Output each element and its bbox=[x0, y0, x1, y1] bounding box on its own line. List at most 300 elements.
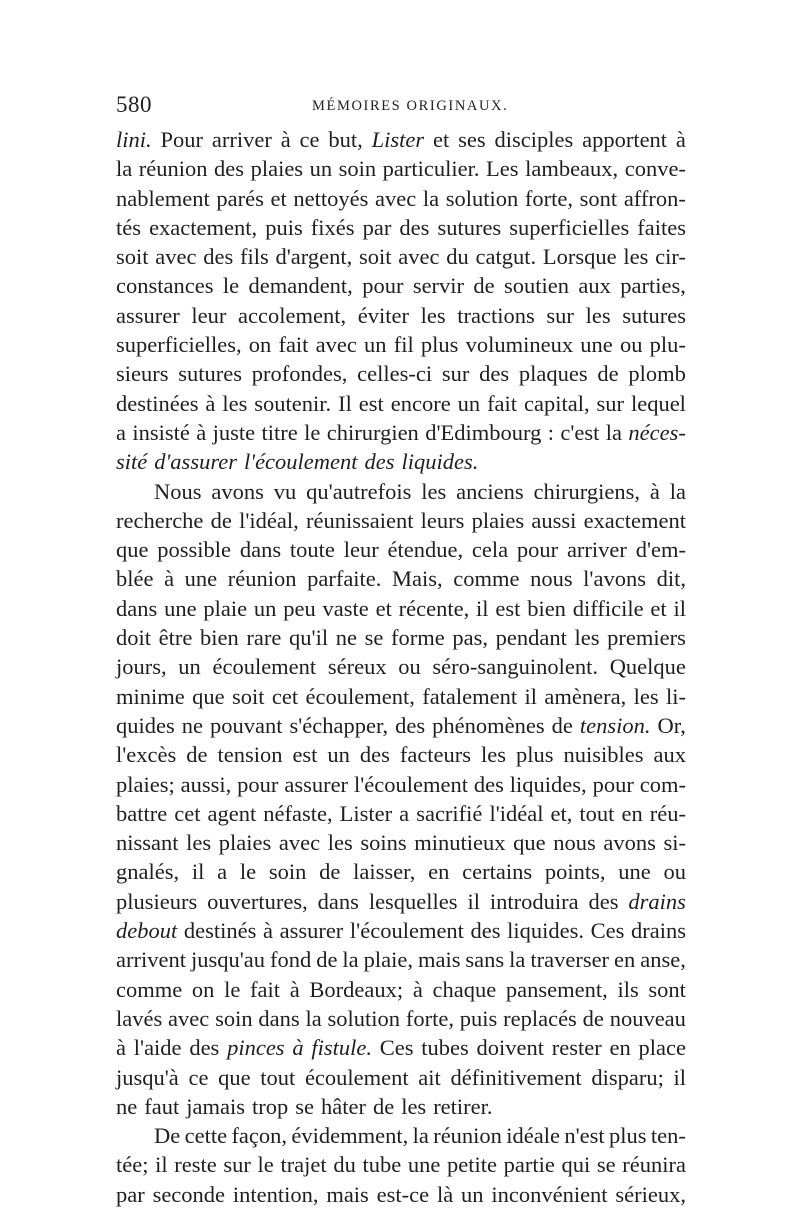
word: à bbox=[292, 1035, 304, 1061]
running-head bbox=[116, 92, 686, 122]
word: debout bbox=[116, 918, 178, 944]
word: tubes bbox=[421, 1035, 469, 1061]
word: écoulement bbox=[212, 654, 317, 680]
word: par bbox=[116, 1181, 145, 1207]
word: se bbox=[364, 625, 384, 651]
text-line bbox=[116, 242, 686, 271]
word: anse, bbox=[640, 947, 686, 973]
word: des bbox=[395, 712, 426, 738]
word: la bbox=[509, 947, 526, 973]
word: laisser, bbox=[353, 859, 416, 885]
word: Quelque bbox=[609, 654, 686, 680]
word: sutures bbox=[622, 302, 686, 328]
word: réunion bbox=[433, 1123, 502, 1149]
word: pinces bbox=[227, 1035, 285, 1061]
word: soit bbox=[359, 244, 392, 270]
word: cir- bbox=[655, 244, 686, 270]
word: aussi bbox=[531, 507, 577, 533]
word: les bbox=[186, 830, 212, 856]
word: l'écoulement bbox=[244, 449, 358, 475]
word: récente, bbox=[398, 595, 470, 621]
word: réunissaient bbox=[305, 507, 414, 533]
text-line bbox=[116, 682, 686, 711]
word: chirurgiens, bbox=[533, 478, 640, 504]
word: conve- bbox=[624, 156, 686, 182]
word: Bordeaux; bbox=[309, 976, 404, 1002]
text-line bbox=[116, 418, 686, 447]
word: avec bbox=[278, 830, 321, 856]
word: de bbox=[551, 712, 573, 738]
word: sont bbox=[579, 185, 618, 211]
word: anciens bbox=[456, 478, 524, 504]
text-line bbox=[116, 213, 686, 242]
word: plaies bbox=[250, 156, 304, 182]
word: Pour bbox=[160, 127, 204, 152]
word: celles-ci bbox=[357, 361, 433, 387]
word: cet bbox=[271, 683, 299, 709]
word: trop bbox=[251, 1093, 289, 1119]
word: nouveau bbox=[609, 1005, 686, 1031]
text-line bbox=[116, 1121, 686, 1150]
word: recherche bbox=[116, 507, 204, 533]
word: plus bbox=[609, 1123, 647, 1149]
word: des bbox=[473, 771, 504, 797]
word: ou bbox=[619, 332, 643, 358]
word: c'est bbox=[560, 419, 600, 445]
word: lesquelles bbox=[368, 888, 458, 914]
word: de bbox=[372, 1093, 395, 1119]
word: jamais bbox=[186, 1093, 245, 1119]
word: soins bbox=[360, 830, 407, 856]
word: que bbox=[218, 1064, 251, 1090]
word: tube bbox=[362, 1152, 402, 1178]
word: lequel bbox=[630, 390, 686, 416]
word: tractions bbox=[457, 302, 535, 328]
word: partie bbox=[503, 1152, 555, 1178]
word: façon, bbox=[231, 1123, 288, 1149]
word: liquides. bbox=[507, 918, 585, 944]
word: facteurs bbox=[399, 742, 472, 768]
word: toute bbox=[289, 537, 335, 563]
word: forme bbox=[391, 625, 445, 651]
word: plaques bbox=[518, 361, 588, 387]
text-line bbox=[116, 1150, 686, 1179]
word: encore bbox=[390, 390, 451, 416]
word: rare bbox=[246, 625, 282, 651]
word: tension. bbox=[579, 712, 651, 738]
word: écoulement, bbox=[305, 683, 415, 709]
word: ne bbox=[181, 712, 203, 738]
word: ne bbox=[335, 625, 357, 651]
word: plaie, bbox=[363, 947, 413, 973]
word: réunion bbox=[227, 566, 297, 592]
text-line bbox=[116, 828, 686, 857]
word: trajet bbox=[280, 1152, 327, 1178]
word: ou bbox=[398, 654, 421, 680]
word: servir bbox=[412, 273, 465, 299]
word: il bbox=[476, 595, 489, 621]
word: pour bbox=[362, 273, 404, 299]
word: qu'il bbox=[289, 625, 329, 651]
word: nous bbox=[530, 566, 573, 592]
word: exactement, bbox=[149, 214, 258, 240]
word: parés bbox=[216, 185, 264, 211]
word: éviter bbox=[357, 302, 409, 328]
word: les bbox=[222, 390, 248, 416]
word: soin bbox=[215, 1005, 253, 1031]
word: un bbox=[327, 742, 350, 768]
text-line bbox=[116, 154, 686, 183]
word: arriver bbox=[566, 537, 627, 563]
word: plaies bbox=[218, 830, 272, 856]
word: destinés bbox=[183, 918, 257, 944]
word: tout bbox=[260, 1064, 296, 1090]
word: les bbox=[327, 830, 353, 856]
word: en bbox=[621, 800, 643, 826]
word: Lister bbox=[339, 800, 393, 826]
word: liquides, bbox=[509, 771, 587, 797]
word: d'argent, bbox=[275, 244, 353, 270]
word: dit, bbox=[656, 566, 686, 592]
word: des bbox=[359, 742, 390, 768]
word: plaies bbox=[471, 507, 525, 533]
word: demandent, bbox=[248, 273, 353, 299]
word: minutieux bbox=[414, 830, 506, 856]
word: doivent bbox=[476, 1035, 545, 1061]
word: introduira bbox=[489, 888, 579, 914]
word: du bbox=[333, 1152, 356, 1178]
word: tée; bbox=[116, 1152, 149, 1178]
word: l'avons bbox=[583, 566, 646, 592]
word: doit bbox=[116, 625, 152, 651]
word: séro-sanguinolent. bbox=[432, 654, 599, 680]
text-line bbox=[116, 506, 686, 535]
word: avec bbox=[398, 244, 440, 270]
word: sité bbox=[116, 449, 148, 475]
word: à bbox=[205, 390, 216, 416]
word: l'écoulement bbox=[353, 771, 468, 797]
word: et bbox=[433, 127, 450, 152]
word: superficielles, bbox=[116, 332, 242, 358]
word: un bbox=[309, 156, 333, 182]
word: étendue, bbox=[387, 537, 464, 563]
word: fils bbox=[239, 244, 269, 270]
word: la bbox=[342, 947, 359, 973]
word: n'est bbox=[564, 1123, 605, 1149]
text-line bbox=[116, 652, 686, 681]
word: une bbox=[580, 332, 613, 358]
word: dans bbox=[317, 888, 359, 914]
word: que bbox=[192, 683, 225, 709]
word: tout bbox=[579, 800, 615, 826]
word: mais bbox=[417, 947, 461, 973]
word: et bbox=[270, 185, 287, 211]
word: il bbox=[673, 595, 686, 621]
word: sérieux, bbox=[615, 1181, 686, 1207]
word: disciples bbox=[494, 127, 574, 152]
word: ten- bbox=[650, 1123, 686, 1149]
word: avec bbox=[168, 1005, 210, 1031]
word: par bbox=[362, 214, 392, 240]
word: forte, bbox=[405, 1005, 454, 1031]
word: sutures bbox=[437, 214, 502, 240]
word: soin bbox=[338, 156, 377, 182]
word: il bbox=[524, 683, 538, 709]
word: de bbox=[186, 742, 208, 768]
word: quides bbox=[116, 712, 175, 738]
word: solution bbox=[445, 185, 519, 211]
word: disparu; bbox=[591, 1064, 664, 1090]
text-line bbox=[116, 271, 686, 300]
word: et bbox=[375, 595, 392, 621]
word: forte, bbox=[524, 185, 574, 211]
word: parfaite. bbox=[307, 566, 382, 592]
word: leur bbox=[343, 537, 379, 563]
word: ce bbox=[299, 127, 320, 152]
word: avec bbox=[155, 244, 197, 270]
word: drains bbox=[631, 918, 686, 944]
word: plusieurs bbox=[116, 888, 198, 914]
word: un bbox=[461, 1181, 484, 1207]
word: à bbox=[649, 478, 660, 504]
word: fond bbox=[269, 947, 312, 973]
word: accolement, bbox=[238, 302, 347, 328]
word: le bbox=[257, 1152, 274, 1178]
word: : bbox=[547, 419, 554, 445]
word: bien bbox=[200, 625, 239, 651]
word: bien bbox=[527, 595, 566, 621]
word: se bbox=[295, 1093, 314, 1119]
word: le bbox=[222, 273, 240, 299]
word: de bbox=[210, 507, 232, 533]
word: à bbox=[412, 976, 423, 1002]
word: un bbox=[178, 654, 201, 680]
word: la bbox=[116, 156, 133, 182]
text-line bbox=[116, 1063, 686, 1092]
word: Il bbox=[338, 390, 352, 416]
word: écoulement bbox=[304, 1064, 409, 1090]
word: pour bbox=[516, 537, 559, 563]
word: Les bbox=[486, 156, 519, 182]
word: réunion bbox=[138, 156, 208, 182]
text-line bbox=[116, 330, 686, 359]
word: à bbox=[262, 918, 273, 944]
word: d'Edimbourg bbox=[425, 419, 542, 445]
word: à bbox=[164, 566, 175, 592]
word: à bbox=[280, 127, 291, 152]
word: phénomènes bbox=[432, 712, 545, 738]
word: ils bbox=[617, 976, 639, 1002]
word: nettoyés bbox=[293, 185, 369, 211]
word: définitivement bbox=[450, 1064, 582, 1090]
word: ait bbox=[418, 1064, 441, 1090]
word: solution bbox=[327, 1005, 401, 1031]
word: ses bbox=[458, 127, 486, 152]
word: tension bbox=[217, 742, 283, 768]
word: à bbox=[116, 1035, 126, 1061]
word: sieurs bbox=[116, 361, 169, 387]
word: capital, bbox=[523, 390, 590, 416]
text-line bbox=[116, 125, 686, 154]
word: la bbox=[422, 185, 440, 211]
word: la bbox=[605, 419, 623, 445]
word: vu bbox=[273, 478, 297, 504]
text-line bbox=[116, 857, 686, 886]
word: que bbox=[513, 830, 546, 856]
page-number: 580 bbox=[116, 92, 152, 117]
word: une bbox=[407, 1152, 441, 1178]
word: des bbox=[214, 156, 245, 182]
text-line bbox=[116, 184, 686, 213]
word: parties, bbox=[620, 273, 686, 299]
word: réunira bbox=[622, 1152, 686, 1178]
word: gnalés, bbox=[116, 859, 180, 885]
word: Ces bbox=[379, 1035, 414, 1061]
word: les bbox=[574, 625, 600, 651]
word: superficielles bbox=[509, 214, 630, 240]
word: insisté bbox=[132, 419, 190, 445]
word: un bbox=[364, 332, 387, 358]
word: fil bbox=[393, 332, 414, 358]
word: si- bbox=[663, 830, 686, 856]
word: fistule. bbox=[311, 1035, 372, 1061]
word: plus bbox=[420, 332, 459, 358]
text-line bbox=[116, 477, 686, 506]
word: a bbox=[116, 419, 126, 445]
word: soin bbox=[268, 859, 307, 885]
text-line bbox=[116, 1092, 686, 1121]
text-line bbox=[116, 945, 686, 974]
word: les bbox=[420, 302, 446, 328]
running-title: MÉMOIRES ORIGINAUX. bbox=[312, 98, 509, 114]
word: des bbox=[479, 361, 510, 387]
word: tés bbox=[116, 214, 141, 240]
word: la bbox=[305, 1005, 322, 1031]
word: apportent bbox=[582, 127, 668, 152]
text-line bbox=[116, 1033, 686, 1062]
word: sur bbox=[223, 1152, 251, 1178]
word: peu bbox=[283, 595, 316, 621]
word: Ces bbox=[590, 918, 625, 944]
word: des bbox=[470, 918, 501, 944]
word: Or, bbox=[657, 712, 686, 738]
word: pas, bbox=[452, 625, 488, 651]
word: certains bbox=[462, 859, 533, 885]
word: on bbox=[248, 332, 272, 358]
word: arrivent bbox=[116, 947, 186, 973]
text-line bbox=[116, 1004, 686, 1033]
text-line bbox=[116, 301, 686, 330]
word: et, bbox=[550, 800, 573, 826]
word: en bbox=[428, 859, 450, 885]
word: dans bbox=[258, 1005, 300, 1031]
word: des bbox=[203, 244, 234, 270]
word: arriver bbox=[211, 127, 272, 152]
word: l'idéal, bbox=[239, 507, 299, 533]
text-line bbox=[116, 359, 686, 388]
word: affron- bbox=[623, 185, 686, 211]
body-text bbox=[116, 125, 686, 1209]
word: chirurgien bbox=[326, 419, 419, 445]
word: com- bbox=[639, 771, 686, 797]
word: volumineux bbox=[465, 332, 574, 358]
word: jours, bbox=[116, 654, 167, 680]
word: lambeaux, bbox=[525, 156, 619, 182]
word: pour bbox=[237, 771, 279, 797]
text-line bbox=[116, 916, 686, 945]
word: d'assurer bbox=[154, 449, 237, 475]
word: est bbox=[358, 390, 384, 416]
word: nuisibles bbox=[563, 742, 644, 768]
word: retirer. bbox=[433, 1093, 493, 1119]
word: chaque bbox=[432, 976, 497, 1002]
word: juste bbox=[212, 419, 256, 445]
word: particulier. bbox=[382, 156, 480, 182]
word: les bbox=[481, 742, 507, 768]
word: il bbox=[191, 859, 205, 885]
word: leurs bbox=[420, 507, 465, 533]
word: place bbox=[638, 1035, 686, 1061]
word: fatalement bbox=[422, 683, 518, 709]
word: des bbox=[399, 214, 430, 240]
word: des bbox=[364, 449, 395, 475]
text-line bbox=[116, 623, 686, 652]
word: aux bbox=[653, 742, 686, 768]
word: a bbox=[217, 859, 228, 885]
word: minime bbox=[116, 683, 185, 709]
word: réu- bbox=[649, 800, 686, 826]
word: aux bbox=[578, 273, 611, 299]
word: blée bbox=[116, 566, 154, 592]
text-line bbox=[116, 770, 686, 799]
word: premiers bbox=[607, 625, 686, 651]
text-line bbox=[116, 564, 686, 593]
word: sans bbox=[465, 947, 505, 973]
word: avons bbox=[211, 478, 264, 504]
word: évidemment, bbox=[291, 1123, 409, 1149]
word: plomb bbox=[628, 361, 686, 387]
word: une bbox=[618, 859, 651, 885]
word: le bbox=[224, 976, 241, 1002]
word: il bbox=[467, 888, 480, 914]
word: sont bbox=[648, 976, 686, 1002]
word: li- bbox=[666, 683, 686, 709]
text-line bbox=[116, 535, 686, 564]
word: avec bbox=[375, 185, 417, 211]
word: assurer bbox=[279, 918, 344, 944]
word: des bbox=[588, 888, 619, 914]
word: est bbox=[495, 595, 521, 621]
word: est-ce bbox=[376, 1181, 430, 1207]
word: pendant bbox=[495, 625, 567, 651]
word: de bbox=[597, 361, 619, 387]
word: puis bbox=[265, 214, 303, 240]
word: une bbox=[164, 595, 197, 621]
word: but, bbox=[328, 127, 363, 152]
word: agent bbox=[207, 800, 257, 826]
word: les bbox=[623, 244, 649, 270]
word: plus bbox=[515, 742, 554, 768]
word: fait bbox=[278, 332, 309, 358]
word: un bbox=[253, 595, 277, 621]
word: titre bbox=[261, 419, 298, 445]
word: Mais, bbox=[392, 566, 443, 592]
word: séreux bbox=[327, 654, 387, 680]
word: qu'autrefois bbox=[306, 478, 412, 504]
word: sacrifié bbox=[416, 800, 483, 826]
word: nablement bbox=[116, 185, 210, 211]
word: cette bbox=[184, 1123, 228, 1149]
